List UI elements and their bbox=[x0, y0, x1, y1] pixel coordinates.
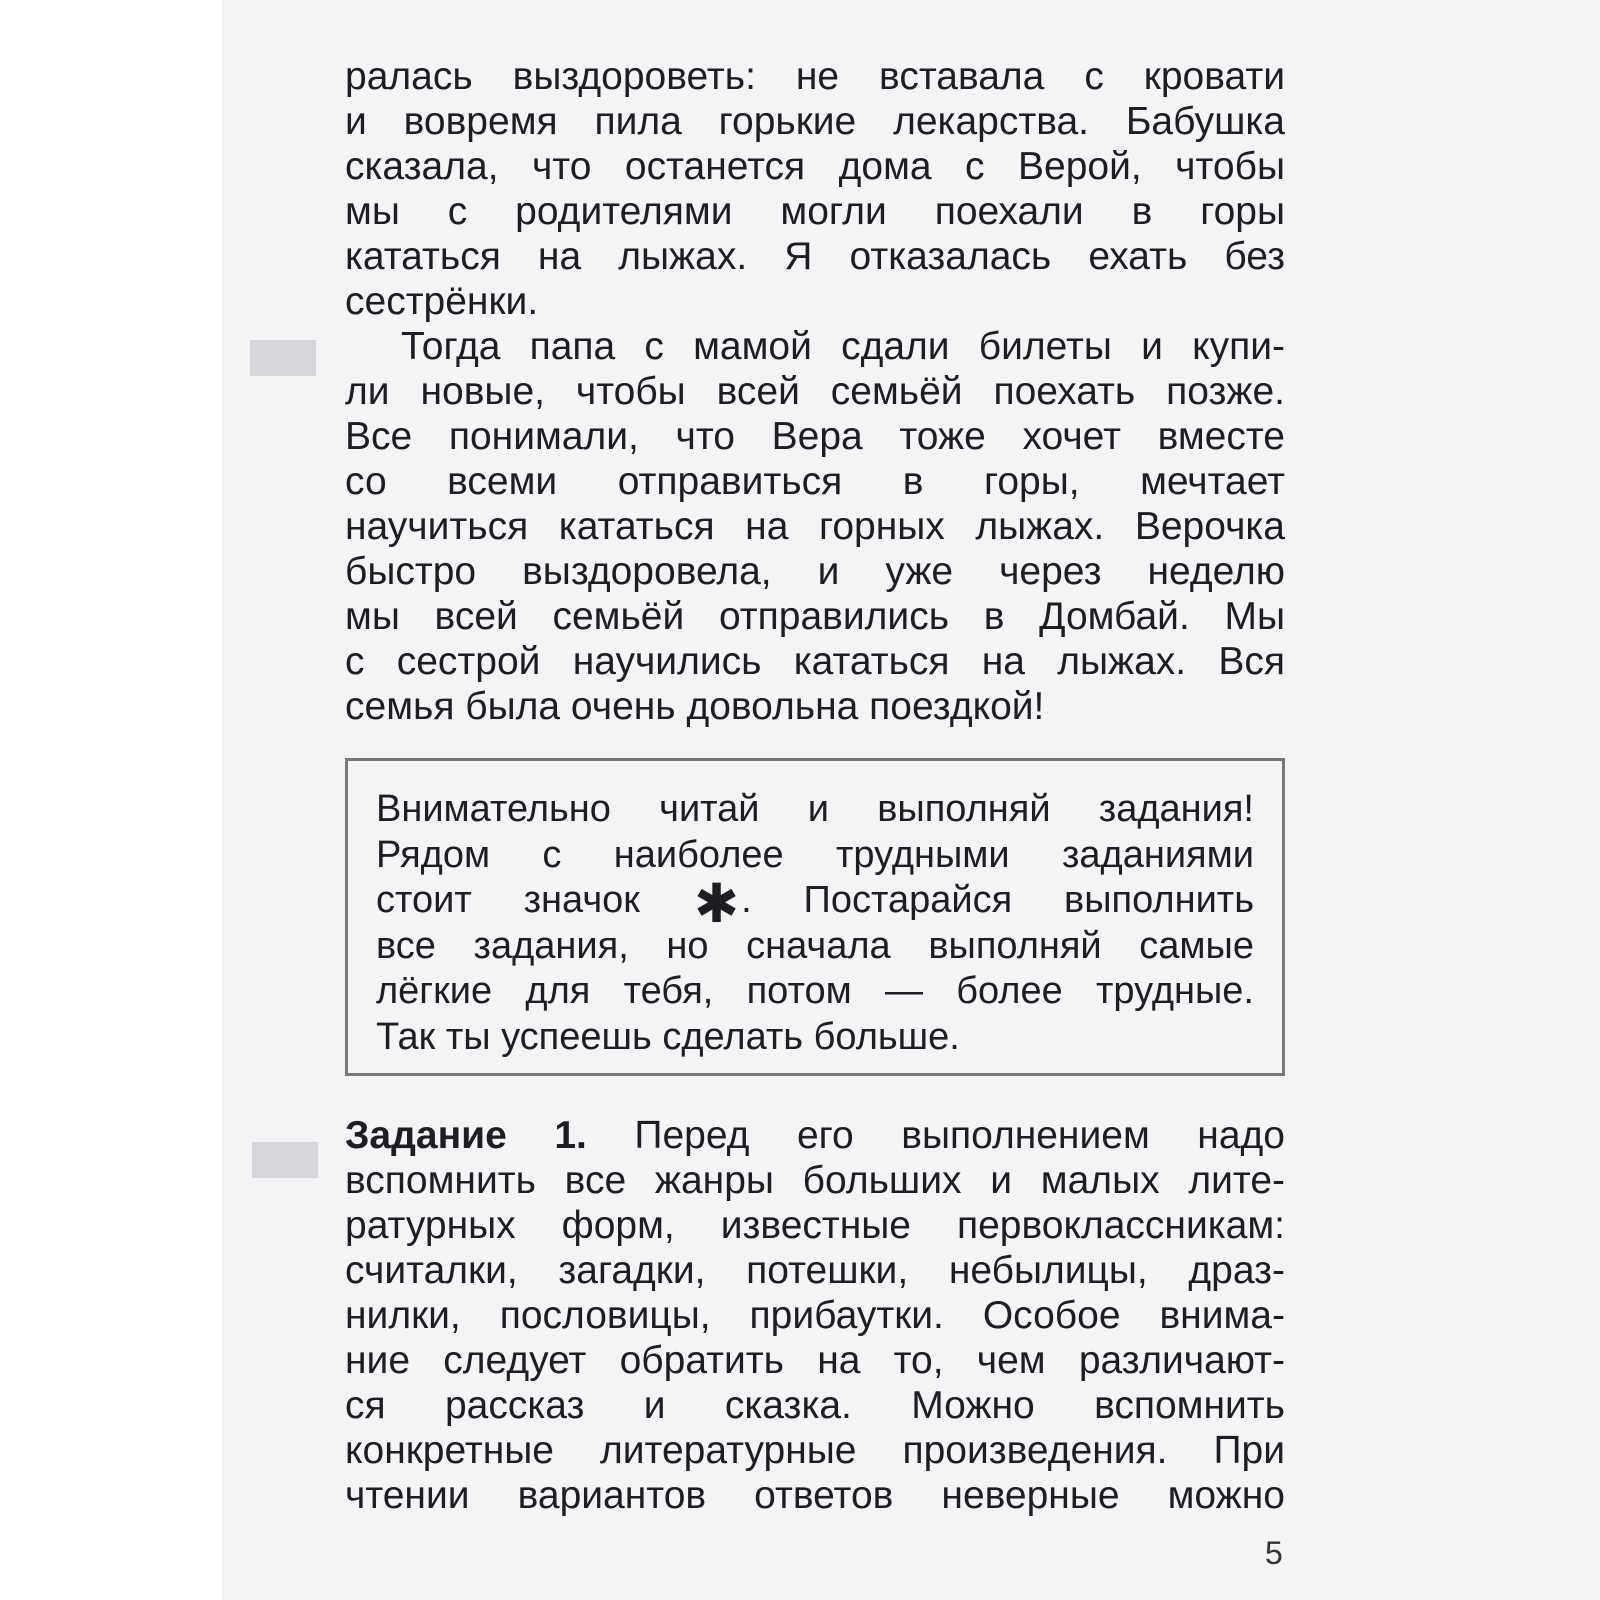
instruction-text: стоит значок bbox=[376, 879, 640, 921]
text-line: мы всей семьёй отправились в Домбай. Мы bbox=[345, 595, 1285, 638]
text-line: Все понимали, что Вера тоже хочет вместе bbox=[345, 415, 1285, 458]
task-1-text bbox=[345, 1113, 1285, 1518]
bleed-through-marker bbox=[252, 1142, 318, 1178]
task-text: Перед его выполнением надо bbox=[634, 1114, 1285, 1157]
task-label: Задание 1. bbox=[345, 1114, 587, 1157]
text-line: быстро выздоровела, и уже через неделю bbox=[345, 550, 1285, 593]
instruction-text: . Постарайся выполнить bbox=[741, 879, 1254, 921]
text-line: мы с родителями могли поехали в горы bbox=[345, 190, 1285, 233]
task-line: ратурных форм, известные первоклассникам: bbox=[345, 1204, 1285, 1247]
story-paragraph-2 bbox=[345, 324, 1285, 729]
text-line: ли новые, чтобы всей семьёй поехать позже. bbox=[345, 370, 1285, 413]
instruction-line: лёгкие для тебя, потом — более трудные. bbox=[376, 970, 1254, 1012]
asterisk-icon: ✱ bbox=[693, 872, 740, 935]
instruction-line: Так ты успеешь сделать больше. bbox=[376, 1015, 960, 1058]
bleed-through-marker bbox=[250, 340, 316, 376]
text-line: и вовремя пила горькие лекарства. Бабушка bbox=[345, 100, 1285, 143]
instruction-line: все задания, но сначала выполняй самые bbox=[376, 924, 1254, 967]
instruction-line: Рядом с наиболее трудными заданиями bbox=[376, 833, 1254, 876]
task-line: конкретные литературные произведения. При bbox=[345, 1429, 1285, 1472]
task-first-line bbox=[345, 1113, 1285, 1158]
text-line: ралась выздороветь: не вставала с кровати bbox=[345, 55, 1285, 98]
text-line: с сестрой научились кататься на лыжах. Вся bbox=[345, 640, 1285, 683]
task-line: вспомнить все жанры больших и малых лите- bbox=[345, 1159, 1285, 1202]
instruction-box bbox=[345, 758, 1285, 1076]
instruction-line: Внимательно читай и выполняй задания! bbox=[376, 788, 1254, 830]
story-paragraph-1 bbox=[345, 54, 1285, 324]
text-line: со всеми отправиться в горы, мечтает bbox=[345, 460, 1285, 503]
task-line: ся рассказ и сказка. Можно вспомнить bbox=[345, 1384, 1285, 1427]
text-line: сестрёнки. bbox=[345, 280, 539, 323]
task-line: нилки, пословицы, прибаутки. Особое внима- bbox=[345, 1294, 1285, 1337]
text-line: Тогда папа с мамой сдали билеты и купи- bbox=[401, 325, 1285, 368]
text-line: сказала, что останется дома с Верой, чтобы bbox=[345, 145, 1285, 188]
task-line: считалки, загадки, потешки, небылицы, драз- bbox=[345, 1249, 1285, 1292]
story-text bbox=[345, 54, 1285, 729]
page-number: 5 bbox=[1265, 1535, 1283, 1571]
text-line: семья была очень довольна поездкой! bbox=[345, 685, 1045, 728]
text-line: научиться кататься на горных лыжах. Верочка bbox=[345, 505, 1285, 548]
text-line: кататься на лыжах. Я отказалась ехать без bbox=[345, 235, 1285, 278]
instruction-line-with-star bbox=[376, 872, 1254, 935]
task-line: ние следует обратить на то, чем различают- bbox=[345, 1339, 1285, 1382]
task-line: чтении вариантов ответов неверные можно bbox=[345, 1474, 1285, 1517]
